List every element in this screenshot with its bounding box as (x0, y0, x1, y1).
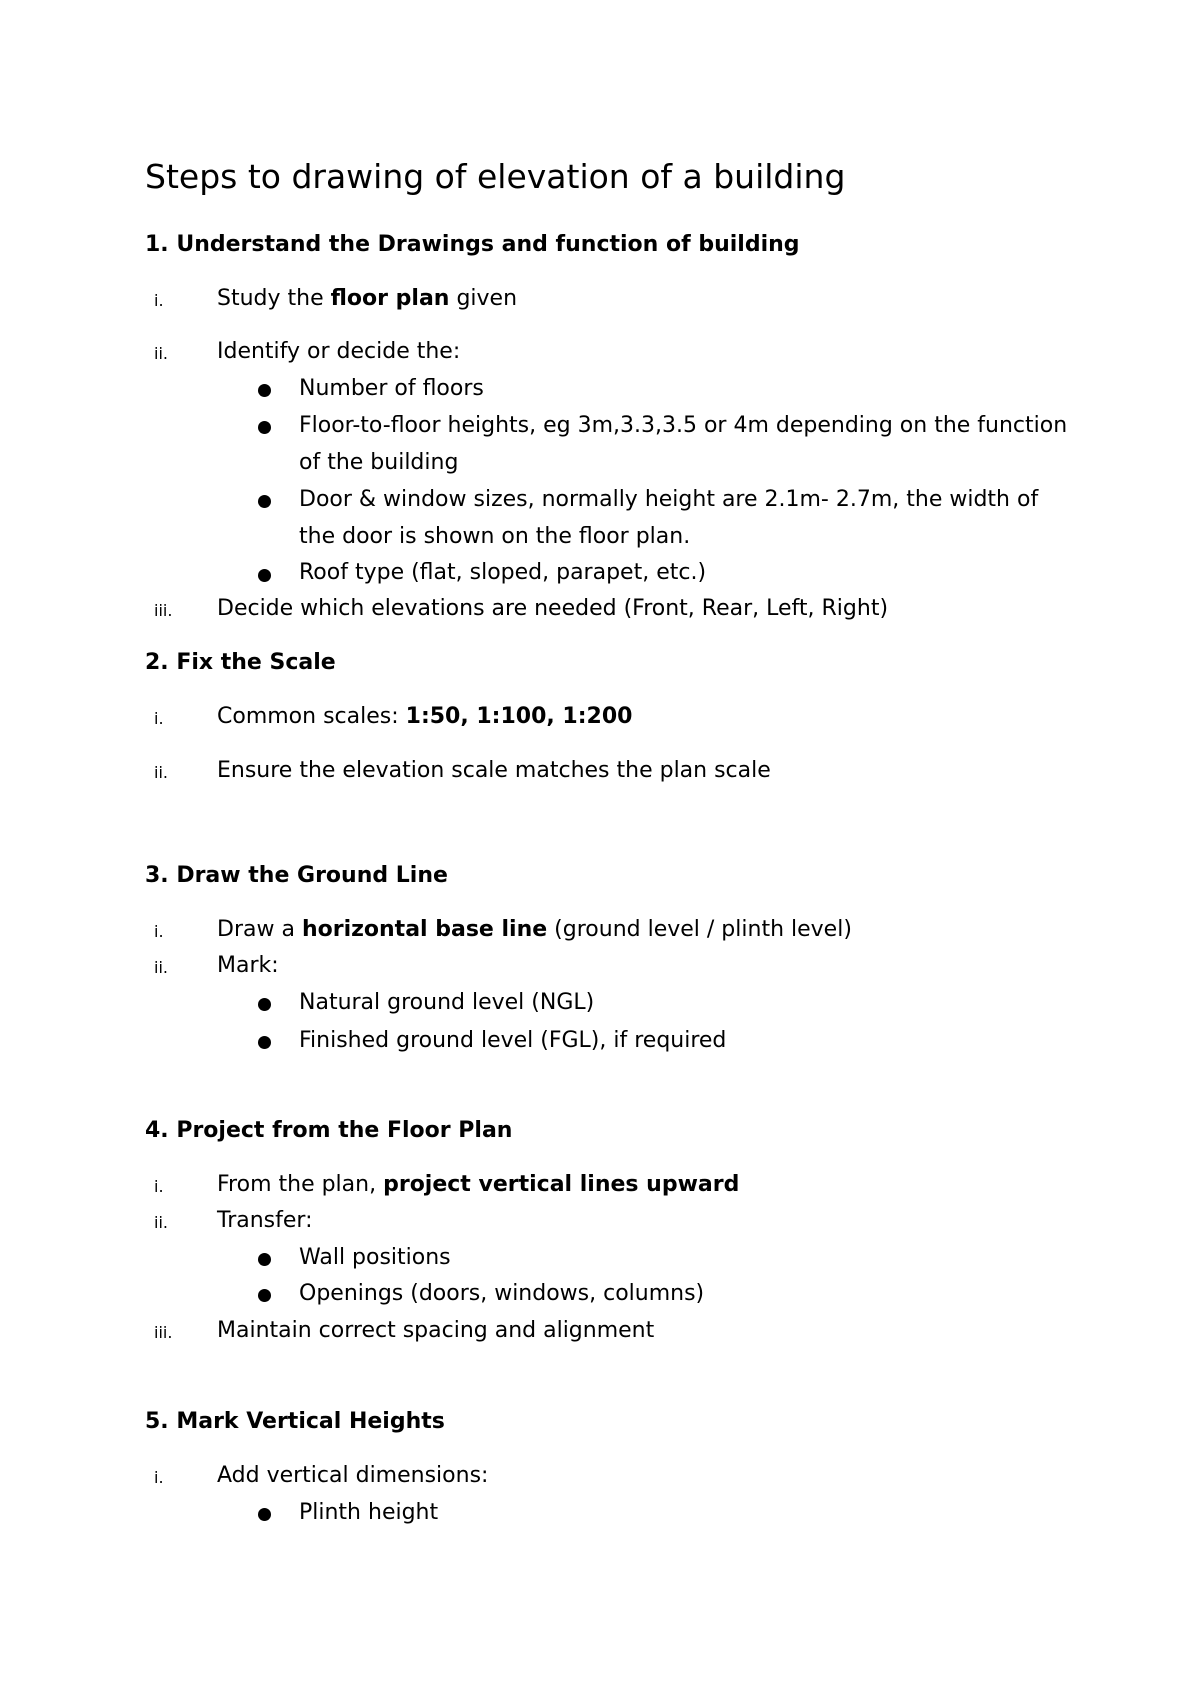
page-title: Steps to drawing of elevation of a building (145, 157, 846, 196)
item-text: Study the (217, 286, 331, 311)
item-text: From the plan, (217, 1172, 384, 1197)
list-number: ii. (154, 958, 168, 977)
section-heading-1: 1. Understand the Drawings and function of building (145, 232, 800, 257)
list-item: Identify or decide the: (217, 339, 461, 364)
section-heading-4: 4. Project from the Floor Plan (145, 1118, 513, 1143)
list-number: i. (154, 1468, 164, 1487)
list-item: Mark: (217, 953, 279, 978)
list-number: ii. (154, 1213, 168, 1232)
bullet-icon (258, 421, 271, 434)
bullet-icon (258, 495, 271, 508)
item-text: Common scales: (217, 704, 406, 729)
list-item (217, 914, 852, 946)
item-text: given (449, 286, 518, 311)
section-heading-2: 2. Fix the Scale (145, 650, 336, 675)
bullet-icon (258, 1253, 271, 1266)
list-number: i. (154, 709, 164, 728)
bullet-item: Door & window sizes, normally height are 2.1m- 2.7m, the width of the door is shown on the floor plan. (299, 487, 1039, 549)
list-number: i. (154, 291, 164, 310)
bullet-item: Finished ground level (FGL), if required (299, 1028, 727, 1053)
list-item: Transfer: (217, 1208, 313, 1233)
list-item: Maintain correct spacing and alignment (217, 1318, 655, 1343)
list-item (217, 701, 632, 733)
list-number: i. (154, 922, 164, 941)
list-item (217, 283, 517, 315)
bullet-item: Openings (doors, windows, columns) (299, 1281, 705, 1306)
list-item (217, 1169, 739, 1201)
list-item: Ensure the elevation scale matches the plan scale (217, 758, 771, 783)
list-item: Decide which elevations are needed (Front, Rear, Left, Right) (217, 596, 889, 621)
bullet-item: Floor-to-floor heights, eg 3m,3.3,3.5 or 4m depending on the function of the building (299, 413, 1068, 475)
list-item: Add vertical dimensions: (217, 1463, 489, 1488)
list-number: i. (154, 1177, 164, 1196)
item-bold-text: horizontal base line (301, 917, 548, 942)
section-heading-5: 5. Mark Vertical Heights (145, 1409, 445, 1434)
bullet-icon (258, 569, 271, 582)
item-bold-text: 1:50, 1:100, 1:200 (405, 704, 633, 729)
bullet-icon (258, 384, 271, 397)
bullet-icon (258, 998, 271, 1011)
item-bold-text: floor plan (330, 286, 450, 311)
bullet-item: Natural ground level (NGL) (299, 990, 595, 1015)
item-text: Draw a (217, 917, 302, 942)
bullet-item: Roof type (flat, sloped, parapet, etc.) (299, 560, 707, 585)
list-number: iii. (154, 1323, 173, 1342)
bullet-icon (258, 1036, 271, 1049)
bullet-icon (258, 1508, 271, 1521)
section-heading-3: 3. Draw the Ground Line (145, 863, 448, 888)
bullet-item: Number of floors (299, 376, 484, 401)
item-bold-text: project vertical lines upward (383, 1172, 740, 1197)
list-number: ii. (154, 763, 168, 782)
item-text: (ground level / plinth level) (547, 917, 852, 942)
list-number: iii. (154, 601, 173, 620)
list-number: ii. (154, 344, 168, 363)
bullet-item: Plinth height (299, 1500, 439, 1525)
bullet-icon (258, 1289, 271, 1302)
bullet-item: Wall positions (299, 1245, 451, 1270)
